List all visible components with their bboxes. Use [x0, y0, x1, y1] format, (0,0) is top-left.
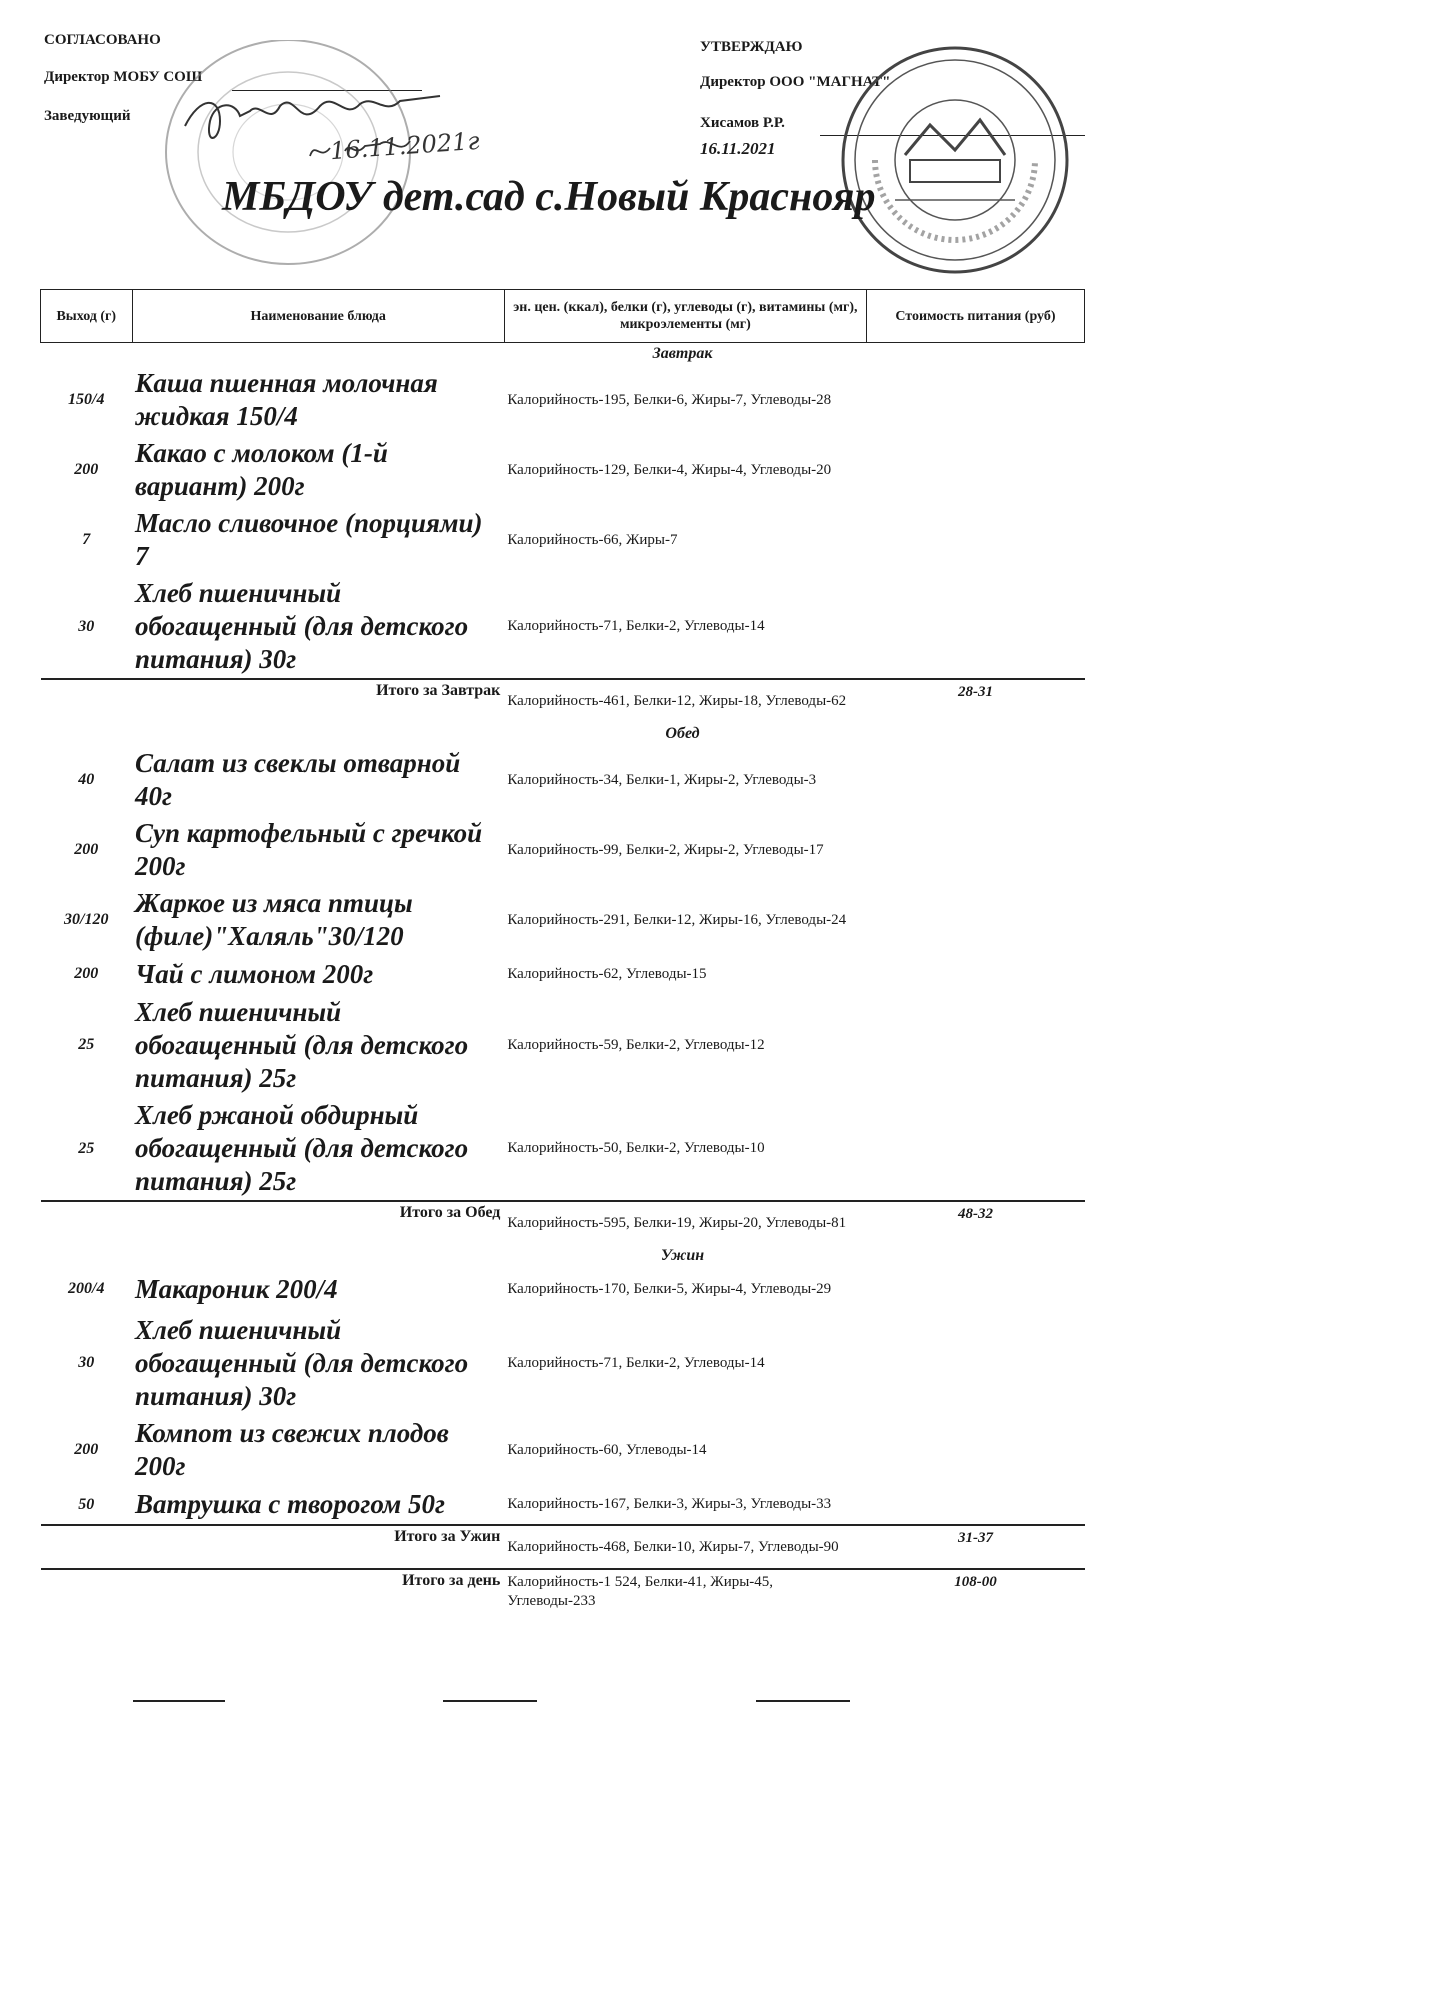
col-header-dish: Наименование блюда	[132, 290, 504, 343]
row-nutrition: Калорийность-129, Белки-4, Жиры-4, Углеводы-20	[507, 461, 832, 478]
total-nutrition: Калорийность-468, Белки-10, Жиры-7, Углеводы-90	[504, 1525, 866, 1569]
day-total-label: Итого за день	[41, 1569, 505, 1613]
row-output: 150/4	[68, 391, 105, 408]
row-nutrition: Калорийность-71, Белки-2, Углеводы-14	[507, 618, 765, 634]
row-nutrition: Калорийность-291, Белки-12, Жиры-16, Углеводы-24	[507, 911, 847, 928]
total-nutrition: Калорийность-461, Белки-12, Жиры-18, Углеводы-62	[504, 679, 866, 723]
total-cost: 48-32	[866, 1201, 1084, 1245]
approved-title: УТВЕРЖДАЮ	[700, 39, 803, 55]
row-output: 200	[74, 841, 99, 858]
section-title: Обед	[665, 725, 700, 742]
row-dish: Суп картофельный с гречкой 200г	[135, 818, 483, 881]
table-row	[41, 745, 1085, 815]
agreed-title: СОГЛАСОВАНО	[44, 32, 161, 48]
row-dish: Масло сливочное (порциями) 7	[135, 508, 483, 571]
total-nutrition: Калорийность-595, Белки-19, Жиры-20, Углеводы-81	[504, 1201, 866, 1245]
section-total-row	[41, 1525, 1085, 1569]
table-row	[41, 1485, 1085, 1525]
day-total-cost: 108-00	[866, 1569, 1084, 1613]
row-output: 40	[78, 771, 95, 788]
total-label: Итого за Обед	[41, 1201, 505, 1245]
row-output: 30	[78, 1354, 95, 1371]
row-nutrition: Калорийность-99, Белки-2, Жиры-2, Углеводы-17	[507, 841, 824, 858]
col-header-cost: Стоимость питания (руб)	[866, 290, 1084, 343]
section-title: Ужин	[660, 1247, 705, 1264]
row-output: 200	[74, 461, 99, 478]
row-output: 7	[82, 531, 91, 548]
row-dish: Хлеб ржаной обдирный обогащенный (для детского питания) 25г	[135, 1100, 469, 1196]
signature-line	[443, 1700, 537, 1702]
row-nutrition: Калорийность-50, Белки-2, Углеводы-10	[507, 1140, 765, 1156]
row-dish: Хлеб пшеничный обогащенный (для детского питания) 30г	[135, 1314, 469, 1411]
row-dish: Хлеб пшеничный обогащенный (для детского питания) 25г	[135, 996, 469, 1093]
table-row	[41, 365, 1085, 435]
total-cost: 28-31	[866, 679, 1084, 723]
table-row	[41, 1097, 1085, 1201]
row-dish: Макароник 200/4	[135, 1273, 338, 1304]
table-row	[41, 1415, 1085, 1485]
table-row	[41, 1267, 1085, 1311]
row-nutrition: Калорийность-167, Белки-3, Жиры-3, Углеводы-33	[507, 1496, 832, 1512]
row-dish: Жаркое из мяса птицы (филе)"Халяль"30/120	[135, 888, 413, 951]
row-output: 30	[78, 617, 95, 635]
section-lunch	[41, 723, 1085, 745]
signature-line	[756, 1700, 850, 1702]
row-output: 25	[78, 1139, 95, 1157]
approved-position: Директор ООО "МАГНАТ"	[700, 74, 891, 90]
page-title: МБДОУ дет.сад с.Новый Краснояр	[222, 174, 876, 220]
row-output: 50	[78, 1495, 95, 1513]
table-row	[41, 993, 1085, 1097]
row-nutrition: Калорийность-195, Белки-6, Жиры-7, Углеводы-28	[507, 391, 832, 408]
approved-date: 16.11.2021	[700, 139, 776, 158]
total-label: Итого за Ужин	[41, 1525, 505, 1569]
section-dinner	[41, 1245, 1085, 1267]
company-stamp	[835, 40, 1075, 280]
row-nutrition: Калорийность-62, Углеводы-15	[507, 965, 707, 982]
day-total-nutrition: Калорийность-1 524, Белки-41, Жиры-45, Углеводы-233	[504, 1569, 866, 1613]
row-output: 30/120	[64, 911, 109, 928]
section-title: Завтрак	[652, 345, 713, 362]
row-output: 200	[74, 1441, 99, 1458]
table-row	[41, 955, 1085, 993]
row-dish: Компот из свежих плодов 200г	[135, 1418, 449, 1481]
row-nutrition: Калорийность-71, Белки-2, Углеводы-14	[507, 1354, 765, 1371]
row-dish: Хлеб пшеничный обогащенный (для детского питания) 30г	[135, 578, 469, 674]
row-nutrition: Калорийность-59, Белки-2, Углеводы-12	[507, 1036, 765, 1053]
row-nutrition: Калорийность-66, Жиры-7	[507, 531, 678, 548]
menu-table	[40, 289, 1085, 1613]
table-row	[41, 1311, 1085, 1415]
approved-name: Хисамов Р.Р.	[700, 115, 785, 131]
table-row	[41, 885, 1085, 955]
agreed-role2: Заведующий	[44, 108, 131, 124]
day-total-row	[41, 1569, 1085, 1613]
table-row	[41, 575, 1085, 679]
row-output: 25	[78, 1036, 95, 1053]
col-header-nutrition: эн. цен. (ккал), белки (г), углеводы (г), витамины (мг), микроэлементы (мг)	[504, 290, 866, 343]
table-row	[41, 815, 1085, 885]
section-total-row	[41, 679, 1085, 723]
row-dish: Какао с молоком (1-й вариант) 200г	[135, 438, 388, 501]
section-breakfast	[41, 343, 1085, 366]
total-cost: 31-37	[866, 1525, 1084, 1569]
section-total-row	[41, 1201, 1085, 1245]
row-dish: Ватрушка с творогом 50г	[135, 1489, 446, 1519]
row-nutrition: Калорийность-34, Белки-1, Жиры-2, Углеводы-3	[507, 771, 817, 788]
row-dish: Салат из свеклы отварной 40г	[135, 748, 461, 811]
total-label: Итого за Завтрак	[41, 679, 505, 723]
row-nutrition: Калорийность-170, Белки-5, Жиры-4, Углеводы-29	[507, 1280, 832, 1297]
signature-line	[133, 1700, 225, 1702]
handwritten-date: 16.11.2021г	[329, 126, 481, 166]
agreed-position: Директор МОБУ СОШ	[44, 69, 203, 85]
row-output: 200/4	[68, 1280, 105, 1297]
row-nutrition: Калорийность-60, Углеводы-14	[507, 1441, 707, 1458]
row-dish: Чай с лимоном 200г	[135, 958, 374, 989]
table-row	[41, 435, 1085, 505]
table-row	[41, 505, 1085, 575]
table-header-row	[41, 290, 1085, 343]
col-header-output: Выход (г)	[41, 290, 133, 343]
row-output: 200	[74, 965, 99, 982]
row-dish: Каша пшенная молочная жидкая 150/4	[135, 368, 438, 431]
